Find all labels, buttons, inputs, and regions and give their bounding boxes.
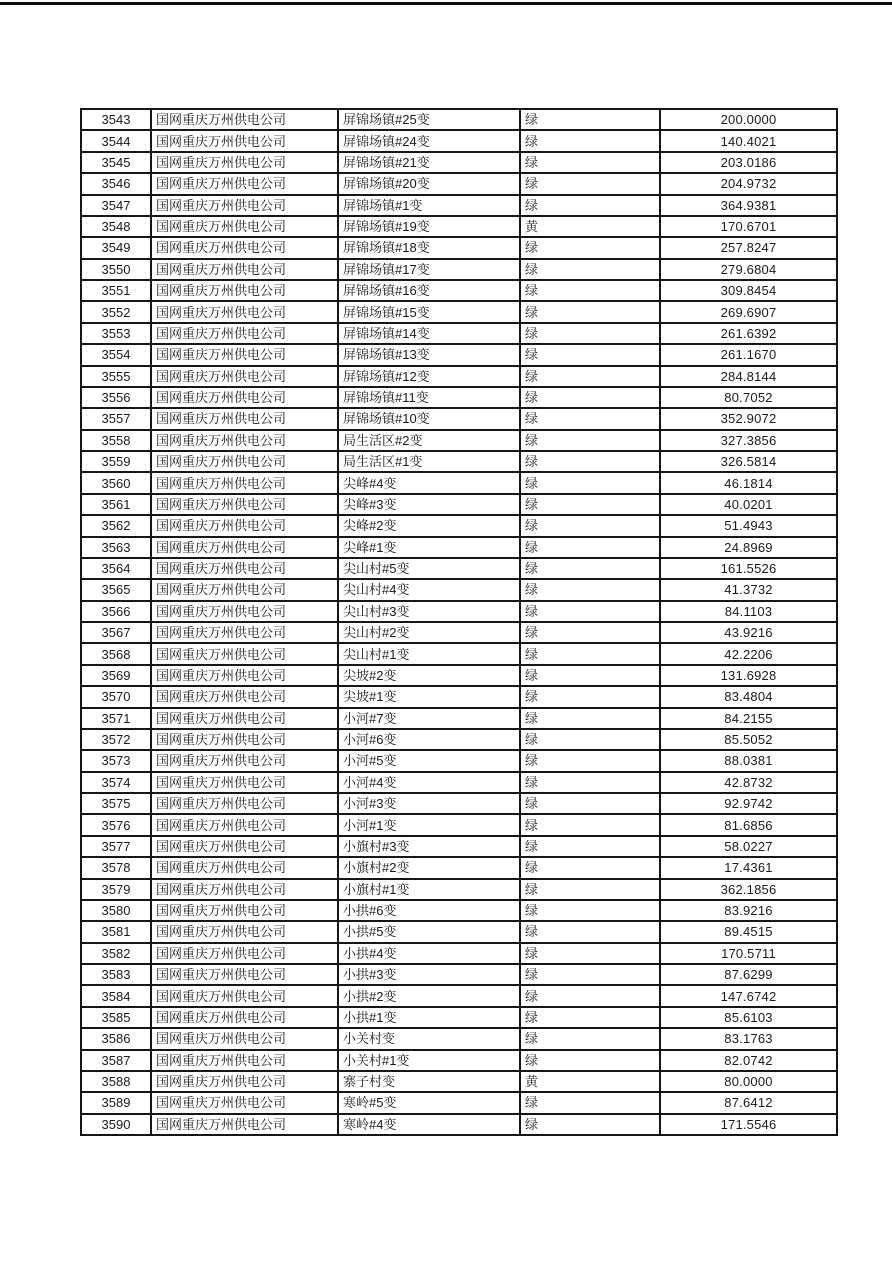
company-name-cell: 国网重庆万州供电公司 bbox=[151, 216, 338, 237]
row-number-cell: 3550 bbox=[81, 259, 151, 280]
station-name-cell: 小河#6变 bbox=[338, 729, 520, 750]
status-color-cell: 绿 bbox=[520, 601, 660, 622]
table-row bbox=[81, 900, 837, 921]
company-name-cell: 国网重庆万州供电公司 bbox=[151, 921, 338, 942]
table-row bbox=[81, 152, 837, 173]
value-cell: 85.6103 bbox=[660, 1007, 837, 1028]
value-cell: 83.1763 bbox=[660, 1028, 837, 1049]
station-name-cell: 小拱#6变 bbox=[338, 900, 520, 921]
company-name-cell: 国网重庆万州供电公司 bbox=[151, 814, 338, 835]
status-color-cell: 绿 bbox=[520, 729, 660, 750]
station-name-cell: 小拱#5变 bbox=[338, 921, 520, 942]
value-cell: 58.0227 bbox=[660, 836, 837, 857]
value-cell: 42.2206 bbox=[660, 643, 837, 664]
table-row bbox=[81, 472, 837, 493]
station-name-cell: 小旗村#3变 bbox=[338, 836, 520, 857]
station-name-cell: 尖坡#2变 bbox=[338, 665, 520, 686]
station-name-cell: 小河#7变 bbox=[338, 708, 520, 729]
row-number-cell: 3569 bbox=[81, 665, 151, 686]
station-name-cell: 小河#1变 bbox=[338, 814, 520, 835]
status-color-cell: 绿 bbox=[520, 537, 660, 558]
table-row bbox=[81, 836, 837, 857]
table-row bbox=[81, 985, 837, 1006]
station-name-cell: 小旗村#1变 bbox=[338, 879, 520, 900]
status-color-cell: 绿 bbox=[520, 686, 660, 707]
row-number-cell: 3547 bbox=[81, 195, 151, 216]
value-cell: 83.9216 bbox=[660, 900, 837, 921]
row-number-cell: 3567 bbox=[81, 622, 151, 643]
table-row bbox=[81, 344, 837, 365]
table-row bbox=[81, 130, 837, 151]
transformer-data-table bbox=[80, 108, 838, 1136]
company-name-cell: 国网重庆万州供电公司 bbox=[151, 195, 338, 216]
status-color-cell: 绿 bbox=[520, 665, 660, 686]
company-name-cell: 国网重庆万州供电公司 bbox=[151, 579, 338, 600]
value-cell: 140.4021 bbox=[660, 130, 837, 151]
value-cell: 161.5526 bbox=[660, 558, 837, 579]
row-number-cell: 3554 bbox=[81, 344, 151, 365]
status-color-cell: 绿 bbox=[520, 430, 660, 451]
company-name-cell: 国网重庆万州供电公司 bbox=[151, 1092, 338, 1113]
value-cell: 327.3856 bbox=[660, 430, 837, 451]
table-row bbox=[81, 451, 837, 472]
row-number-cell: 3548 bbox=[81, 216, 151, 237]
row-number-cell: 3564 bbox=[81, 558, 151, 579]
row-number-cell: 3573 bbox=[81, 750, 151, 771]
station-name-cell: 尖坡#1变 bbox=[338, 686, 520, 707]
status-color-cell: 绿 bbox=[520, 964, 660, 985]
table-row bbox=[81, 686, 837, 707]
value-cell: 43.9216 bbox=[660, 622, 837, 643]
company-name-cell: 国网重庆万州供电公司 bbox=[151, 558, 338, 579]
status-color-cell: 绿 bbox=[520, 472, 660, 493]
company-name-cell: 国网重庆万州供电公司 bbox=[151, 173, 338, 194]
station-name-cell: 屏锦场镇#24变 bbox=[338, 130, 520, 151]
station-name-cell: 局生活区#2变 bbox=[338, 430, 520, 451]
status-color-cell: 绿 bbox=[520, 387, 660, 408]
table-row bbox=[81, 943, 837, 964]
company-name-cell: 国网重庆万州供电公司 bbox=[151, 964, 338, 985]
company-name-cell: 国网重庆万州供电公司 bbox=[151, 430, 338, 451]
status-color-cell: 绿 bbox=[520, 1050, 660, 1071]
table-row bbox=[81, 237, 837, 258]
table-row bbox=[81, 195, 837, 216]
value-cell: 82.0742 bbox=[660, 1050, 837, 1071]
table-row bbox=[81, 750, 837, 771]
status-color-cell: 绿 bbox=[520, 259, 660, 280]
value-cell: 204.9732 bbox=[660, 173, 837, 194]
row-number-cell: 3545 bbox=[81, 152, 151, 173]
status-color-cell: 绿 bbox=[520, 1114, 660, 1135]
company-name-cell: 国网重庆万州供电公司 bbox=[151, 451, 338, 472]
station-name-cell: 小拱#2变 bbox=[338, 985, 520, 1006]
row-number-cell: 3556 bbox=[81, 387, 151, 408]
company-name-cell: 国网重庆万州供电公司 bbox=[151, 301, 338, 322]
station-name-cell: 小拱#4变 bbox=[338, 943, 520, 964]
value-cell: 83.4804 bbox=[660, 686, 837, 707]
table-row bbox=[81, 280, 837, 301]
status-color-cell: 绿 bbox=[520, 1007, 660, 1028]
row-number-cell: 3578 bbox=[81, 857, 151, 878]
table-row bbox=[81, 173, 837, 194]
company-name-cell: 国网重庆万州供电公司 bbox=[151, 900, 338, 921]
value-cell: 40.0201 bbox=[660, 494, 837, 515]
station-name-cell: 尖山村#4变 bbox=[338, 579, 520, 600]
status-color-cell: 绿 bbox=[520, 451, 660, 472]
status-color-cell: 绿 bbox=[520, 366, 660, 387]
row-number-cell: 3551 bbox=[81, 280, 151, 301]
station-name-cell: 屏锦场镇#17变 bbox=[338, 259, 520, 280]
table-row bbox=[81, 216, 837, 237]
company-name-cell: 国网重庆万州供电公司 bbox=[151, 152, 338, 173]
row-number-cell: 3552 bbox=[81, 301, 151, 322]
row-number-cell: 3589 bbox=[81, 1092, 151, 1113]
station-name-cell: 尖山村#5变 bbox=[338, 558, 520, 579]
company-name-cell: 国网重庆万州供电公司 bbox=[151, 1114, 338, 1135]
value-cell: 87.6412 bbox=[660, 1092, 837, 1113]
row-number-cell: 3549 bbox=[81, 237, 151, 258]
company-name-cell: 国网重庆万州供电公司 bbox=[151, 366, 338, 387]
row-number-cell: 3574 bbox=[81, 772, 151, 793]
value-cell: 84.2155 bbox=[660, 708, 837, 729]
company-name-cell: 国网重庆万州供电公司 bbox=[151, 1028, 338, 1049]
value-cell: 200.0000 bbox=[660, 109, 837, 130]
station-name-cell: 屏锦场镇#16变 bbox=[338, 280, 520, 301]
value-cell: 171.5546 bbox=[660, 1114, 837, 1135]
company-name-cell: 国网重庆万州供电公司 bbox=[151, 665, 338, 686]
row-number-cell: 3582 bbox=[81, 943, 151, 964]
station-name-cell: 尖山村#2变 bbox=[338, 622, 520, 643]
company-name-cell: 国网重庆万州供电公司 bbox=[151, 772, 338, 793]
table-row bbox=[81, 579, 837, 600]
value-cell: 80.7052 bbox=[660, 387, 837, 408]
station-name-cell: 小旗村#2变 bbox=[338, 857, 520, 878]
status-color-cell: 绿 bbox=[520, 152, 660, 173]
row-number-cell: 3560 bbox=[81, 472, 151, 493]
station-name-cell: 寒岭#5变 bbox=[338, 1092, 520, 1113]
station-name-cell: 尖山村#3变 bbox=[338, 601, 520, 622]
station-name-cell: 寨子村变 bbox=[338, 1071, 520, 1092]
row-number-cell: 3543 bbox=[81, 109, 151, 130]
status-color-cell: 绿 bbox=[520, 130, 660, 151]
value-cell: 170.5711 bbox=[660, 943, 837, 964]
table-row bbox=[81, 408, 837, 429]
row-number-cell: 3583 bbox=[81, 964, 151, 985]
company-name-cell: 国网重庆万州供电公司 bbox=[151, 1050, 338, 1071]
value-cell: 261.6392 bbox=[660, 323, 837, 344]
table-row bbox=[81, 1114, 837, 1135]
table-row bbox=[81, 921, 837, 942]
table-row bbox=[81, 772, 837, 793]
station-name-cell: 屏锦场镇#11变 bbox=[338, 387, 520, 408]
company-name-cell: 国网重庆万州供电公司 bbox=[151, 537, 338, 558]
table-row bbox=[81, 1071, 837, 1092]
company-name-cell: 国网重庆万州供电公司 bbox=[151, 237, 338, 258]
station-name-cell: 小河#5变 bbox=[338, 750, 520, 771]
station-name-cell: 小河#4变 bbox=[338, 772, 520, 793]
status-color-cell: 绿 bbox=[520, 558, 660, 579]
station-name-cell: 尖峰#1变 bbox=[338, 537, 520, 558]
status-color-cell: 绿 bbox=[520, 793, 660, 814]
company-name-cell: 国网重庆万州供电公司 bbox=[151, 793, 338, 814]
value-cell: 51.4943 bbox=[660, 515, 837, 536]
status-color-cell: 黄 bbox=[520, 1071, 660, 1092]
row-number-cell: 3584 bbox=[81, 985, 151, 1006]
status-color-cell: 绿 bbox=[520, 622, 660, 643]
station-name-cell: 小拱#1变 bbox=[338, 1007, 520, 1028]
value-cell: 17.4361 bbox=[660, 857, 837, 878]
value-cell: 80.0000 bbox=[660, 1071, 837, 1092]
status-color-cell: 绿 bbox=[520, 750, 660, 771]
status-color-cell: 绿 bbox=[520, 900, 660, 921]
row-number-cell: 3553 bbox=[81, 323, 151, 344]
table-row bbox=[81, 857, 837, 878]
company-name-cell: 国网重庆万州供电公司 bbox=[151, 109, 338, 130]
status-color-cell: 绿 bbox=[520, 836, 660, 857]
row-number-cell: 3585 bbox=[81, 1007, 151, 1028]
station-name-cell: 屏锦场镇#18变 bbox=[338, 237, 520, 258]
row-number-cell: 3562 bbox=[81, 515, 151, 536]
table-row bbox=[81, 387, 837, 408]
row-number-cell: 3575 bbox=[81, 793, 151, 814]
row-number-cell: 3559 bbox=[81, 451, 151, 472]
status-color-cell: 绿 bbox=[520, 301, 660, 322]
station-name-cell: 屏锦场镇#14变 bbox=[338, 323, 520, 344]
station-name-cell: 尖峰#2变 bbox=[338, 515, 520, 536]
status-color-cell: 绿 bbox=[520, 943, 660, 964]
row-number-cell: 3558 bbox=[81, 430, 151, 451]
table-row bbox=[81, 515, 837, 536]
company-name-cell: 国网重庆万州供电公司 bbox=[151, 836, 338, 857]
status-color-cell: 绿 bbox=[520, 323, 660, 344]
value-cell: 269.6907 bbox=[660, 301, 837, 322]
table-row bbox=[81, 558, 837, 579]
value-cell: 84.1103 bbox=[660, 601, 837, 622]
table-row bbox=[81, 601, 837, 622]
table-row bbox=[81, 323, 837, 344]
row-number-cell: 3576 bbox=[81, 814, 151, 835]
company-name-cell: 国网重庆万州供电公司 bbox=[151, 408, 338, 429]
status-color-cell: 绿 bbox=[520, 173, 660, 194]
table-row bbox=[81, 301, 837, 322]
value-cell: 352.9072 bbox=[660, 408, 837, 429]
table-row bbox=[81, 1050, 837, 1071]
status-color-cell: 绿 bbox=[520, 494, 660, 515]
company-name-cell: 国网重庆万州供电公司 bbox=[151, 323, 338, 344]
row-number-cell: 3588 bbox=[81, 1071, 151, 1092]
status-color-cell: 绿 bbox=[520, 195, 660, 216]
station-name-cell: 屏锦场镇#20变 bbox=[338, 173, 520, 194]
company-name-cell: 国网重庆万州供电公司 bbox=[151, 686, 338, 707]
company-name-cell: 国网重庆万州供电公司 bbox=[151, 857, 338, 878]
table-row bbox=[81, 109, 837, 130]
row-number-cell: 3561 bbox=[81, 494, 151, 515]
company-name-cell: 国网重庆万州供电公司 bbox=[151, 1007, 338, 1028]
table-row bbox=[81, 430, 837, 451]
station-name-cell: 屏锦场镇#25变 bbox=[338, 109, 520, 130]
value-cell: 89.4515 bbox=[660, 921, 837, 942]
row-number-cell: 3577 bbox=[81, 836, 151, 857]
status-color-cell: 绿 bbox=[520, 408, 660, 429]
status-color-cell: 绿 bbox=[520, 857, 660, 878]
row-number-cell: 3555 bbox=[81, 366, 151, 387]
value-cell: 257.8247 bbox=[660, 237, 837, 258]
company-name-cell: 国网重庆万州供电公司 bbox=[151, 708, 338, 729]
status-color-cell: 绿 bbox=[520, 814, 660, 835]
company-name-cell: 国网重庆万州供电公司 bbox=[151, 494, 338, 515]
table-row bbox=[81, 793, 837, 814]
status-color-cell: 绿 bbox=[520, 237, 660, 258]
status-color-cell: 绿 bbox=[520, 708, 660, 729]
row-number-cell: 3570 bbox=[81, 686, 151, 707]
station-name-cell: 小河#3变 bbox=[338, 793, 520, 814]
station-name-cell: 尖峰#4变 bbox=[338, 472, 520, 493]
status-color-cell: 绿 bbox=[520, 109, 660, 130]
table-row bbox=[81, 259, 837, 280]
row-number-cell: 3565 bbox=[81, 579, 151, 600]
table-row bbox=[81, 622, 837, 643]
value-cell: 203.0186 bbox=[660, 152, 837, 173]
station-name-cell: 小拱#3变 bbox=[338, 964, 520, 985]
table-row bbox=[81, 366, 837, 387]
company-name-cell: 国网重庆万州供电公司 bbox=[151, 344, 338, 365]
row-number-cell: 3544 bbox=[81, 130, 151, 151]
status-color-cell: 绿 bbox=[520, 344, 660, 365]
row-number-cell: 3587 bbox=[81, 1050, 151, 1071]
table-row bbox=[81, 665, 837, 686]
status-color-cell: 绿 bbox=[520, 921, 660, 942]
value-cell: 170.6701 bbox=[660, 216, 837, 237]
company-name-cell: 国网重庆万州供电公司 bbox=[151, 985, 338, 1006]
status-color-cell: 绿 bbox=[520, 1028, 660, 1049]
table-row bbox=[81, 729, 837, 750]
station-name-cell: 屏锦场镇#10变 bbox=[338, 408, 520, 429]
table-row bbox=[81, 494, 837, 515]
value-cell: 261.1670 bbox=[660, 344, 837, 365]
status-color-cell: 绿 bbox=[520, 643, 660, 664]
row-number-cell: 3581 bbox=[81, 921, 151, 942]
page-top-rule bbox=[0, 2, 892, 5]
value-cell: 362.1856 bbox=[660, 879, 837, 900]
station-name-cell: 屏锦场镇#13变 bbox=[338, 344, 520, 365]
table-row bbox=[81, 1092, 837, 1113]
station-name-cell: 小关村#1变 bbox=[338, 1050, 520, 1071]
value-cell: 88.0381 bbox=[660, 750, 837, 771]
value-cell: 279.6804 bbox=[660, 259, 837, 280]
company-name-cell: 国网重庆万州供电公司 bbox=[151, 280, 338, 301]
table-row bbox=[81, 1028, 837, 1049]
status-color-cell: 绿 bbox=[520, 515, 660, 536]
station-name-cell: 小关村变 bbox=[338, 1028, 520, 1049]
value-cell: 309.8454 bbox=[660, 280, 837, 301]
row-number-cell: 3580 bbox=[81, 900, 151, 921]
value-cell: 24.8969 bbox=[660, 537, 837, 558]
table-row bbox=[81, 537, 837, 558]
row-number-cell: 3572 bbox=[81, 729, 151, 750]
row-number-cell: 3590 bbox=[81, 1114, 151, 1135]
station-name-cell: 屏锦场镇#19变 bbox=[338, 216, 520, 237]
row-number-cell: 3557 bbox=[81, 408, 151, 429]
table-row bbox=[81, 643, 837, 664]
value-cell: 41.3732 bbox=[660, 579, 837, 600]
row-number-cell: 3568 bbox=[81, 643, 151, 664]
station-name-cell: 屏锦场镇#15变 bbox=[338, 301, 520, 322]
company-name-cell: 国网重庆万州供电公司 bbox=[151, 750, 338, 771]
station-name-cell: 屏锦场镇#12变 bbox=[338, 366, 520, 387]
value-cell: 46.1814 bbox=[660, 472, 837, 493]
company-name-cell: 国网重庆万州供电公司 bbox=[151, 729, 338, 750]
row-number-cell: 3563 bbox=[81, 537, 151, 558]
row-number-cell: 3579 bbox=[81, 879, 151, 900]
value-cell: 147.6742 bbox=[660, 985, 837, 1006]
value-cell: 87.6299 bbox=[660, 964, 837, 985]
company-name-cell: 国网重庆万州供电公司 bbox=[151, 643, 338, 664]
value-cell: 326.5814 bbox=[660, 451, 837, 472]
company-name-cell: 国网重庆万州供电公司 bbox=[151, 1071, 338, 1092]
status-color-cell: 绿 bbox=[520, 985, 660, 1006]
company-name-cell: 国网重庆万州供电公司 bbox=[151, 515, 338, 536]
value-cell: 92.9742 bbox=[660, 793, 837, 814]
status-color-cell: 黄 bbox=[520, 216, 660, 237]
station-name-cell: 屏锦场镇#1变 bbox=[338, 195, 520, 216]
row-number-cell: 3566 bbox=[81, 601, 151, 622]
station-name-cell: 局生活区#1变 bbox=[338, 451, 520, 472]
value-cell: 131.6928 bbox=[660, 665, 837, 686]
row-number-cell: 3586 bbox=[81, 1028, 151, 1049]
value-cell: 42.8732 bbox=[660, 772, 837, 793]
status-color-cell: 绿 bbox=[520, 579, 660, 600]
row-number-cell: 3571 bbox=[81, 708, 151, 729]
company-name-cell: 国网重庆万州供电公司 bbox=[151, 622, 338, 643]
status-color-cell: 绿 bbox=[520, 879, 660, 900]
table-row bbox=[81, 814, 837, 835]
station-name-cell: 尖山村#1变 bbox=[338, 643, 520, 664]
status-color-cell: 绿 bbox=[520, 280, 660, 301]
company-name-cell: 国网重庆万州供电公司 bbox=[151, 259, 338, 280]
value-cell: 81.6856 bbox=[660, 814, 837, 835]
company-name-cell: 国网重庆万州供电公司 bbox=[151, 130, 338, 151]
status-color-cell: 绿 bbox=[520, 772, 660, 793]
row-number-cell: 3546 bbox=[81, 173, 151, 194]
company-name-cell: 国网重庆万州供电公司 bbox=[151, 472, 338, 493]
status-color-cell: 绿 bbox=[520, 1092, 660, 1113]
table-row bbox=[81, 1007, 837, 1028]
company-name-cell: 国网重庆万州供电公司 bbox=[151, 601, 338, 622]
station-name-cell: 寒岭#4变 bbox=[338, 1114, 520, 1135]
table-row bbox=[81, 879, 837, 900]
value-cell: 85.5052 bbox=[660, 729, 837, 750]
table-body bbox=[81, 109, 837, 1135]
value-cell: 284.8144 bbox=[660, 366, 837, 387]
company-name-cell: 国网重庆万州供电公司 bbox=[151, 879, 338, 900]
station-name-cell: 尖峰#3变 bbox=[338, 494, 520, 515]
station-name-cell: 屏锦场镇#21变 bbox=[338, 152, 520, 173]
table-row bbox=[81, 964, 837, 985]
company-name-cell: 国网重庆万州供电公司 bbox=[151, 943, 338, 964]
company-name-cell: 国网重庆万州供电公司 bbox=[151, 387, 338, 408]
table-row bbox=[81, 708, 837, 729]
value-cell: 364.9381 bbox=[660, 195, 837, 216]
